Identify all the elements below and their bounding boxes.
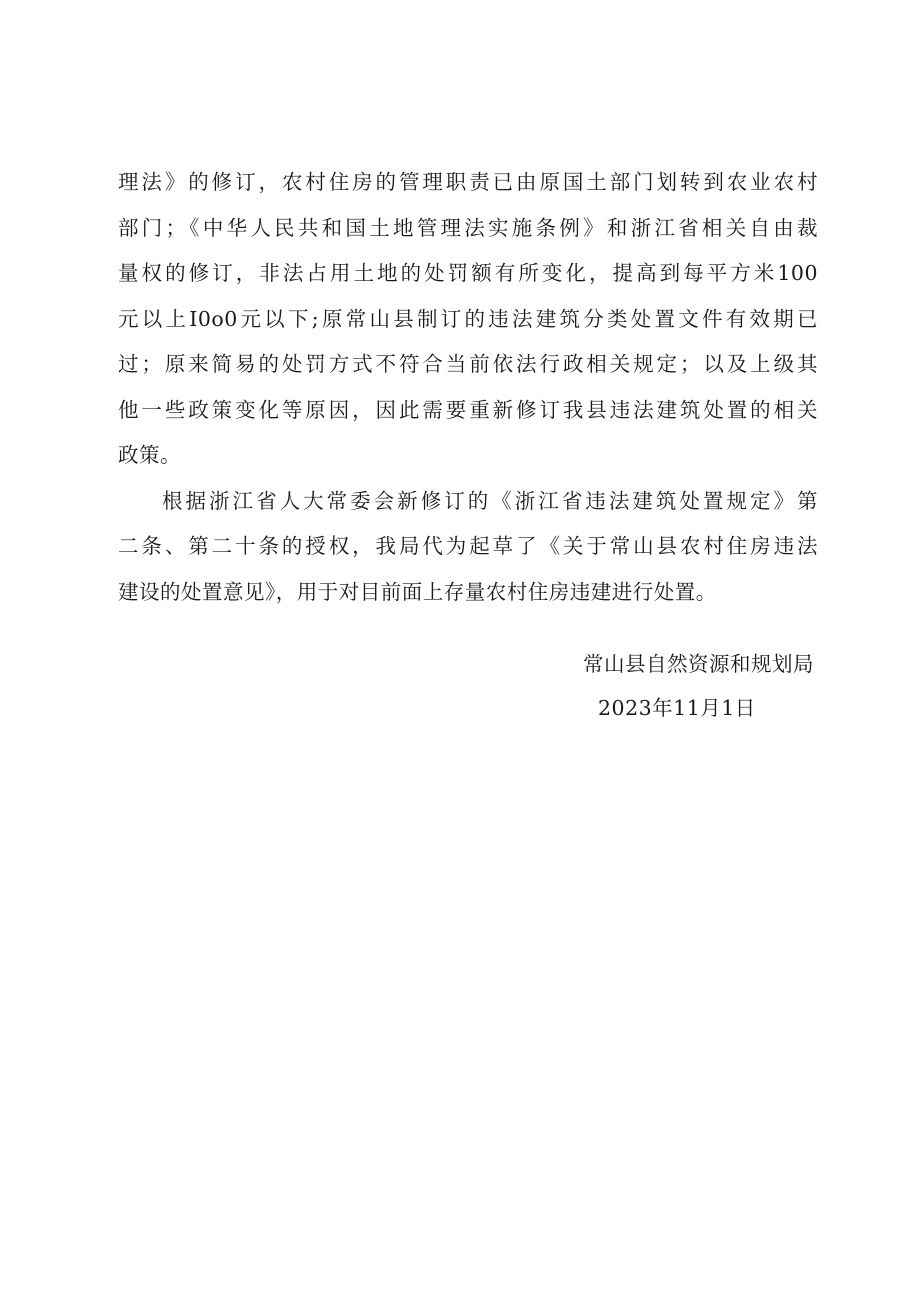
paragraph-line: 根据浙江省人大常委会新修订的《浙江省违法建筑处置规定》第 <box>162 488 818 513</box>
paragraph-continuation <box>118 160 818 479</box>
paragraph-line: 过；原来简易的处罚方式不符合当前依法行政相关规定；以及上级其 <box>118 352 818 376</box>
paragraph-line: 部门；《中华人民共和国土地管理法实施条例》和浙江省相关自由裁 <box>118 215 818 240</box>
paragraph-line: 政策。 <box>118 443 181 467</box>
paragraph-line: 理法》的修订，农村住房的管理职责已由原国土部门划转到农业农村 <box>118 170 818 194</box>
paragraph-line: 量权的修订，非法占用土地的处罚额有所变化，提高到每平方米100 <box>118 261 818 285</box>
paragraph-line: 二条、第二十条的授权，我局代为起草了《关于常山县农村住房违法 <box>118 534 818 558</box>
paragraph-line: 建设的处置意见》，用于对目前面上存量农村住房违建进行处置。 <box>118 579 717 604</box>
document-body <box>118 160 818 615</box>
paragraph-line: 他一些政策变化等原因，因此需要重新修订我县违法建筑处置的相关 <box>118 397 818 422</box>
paragraph-line: 元以上I0o0元以下;原常山县制订的违法建筑分类处置文件有效期已 <box>118 306 818 331</box>
issuer-signature: 常山县自然资源和规划局 <box>583 652 814 676</box>
issue-date: 2023年11月1日 <box>598 696 756 720</box>
paragraph-authorization <box>118 479 818 616</box>
